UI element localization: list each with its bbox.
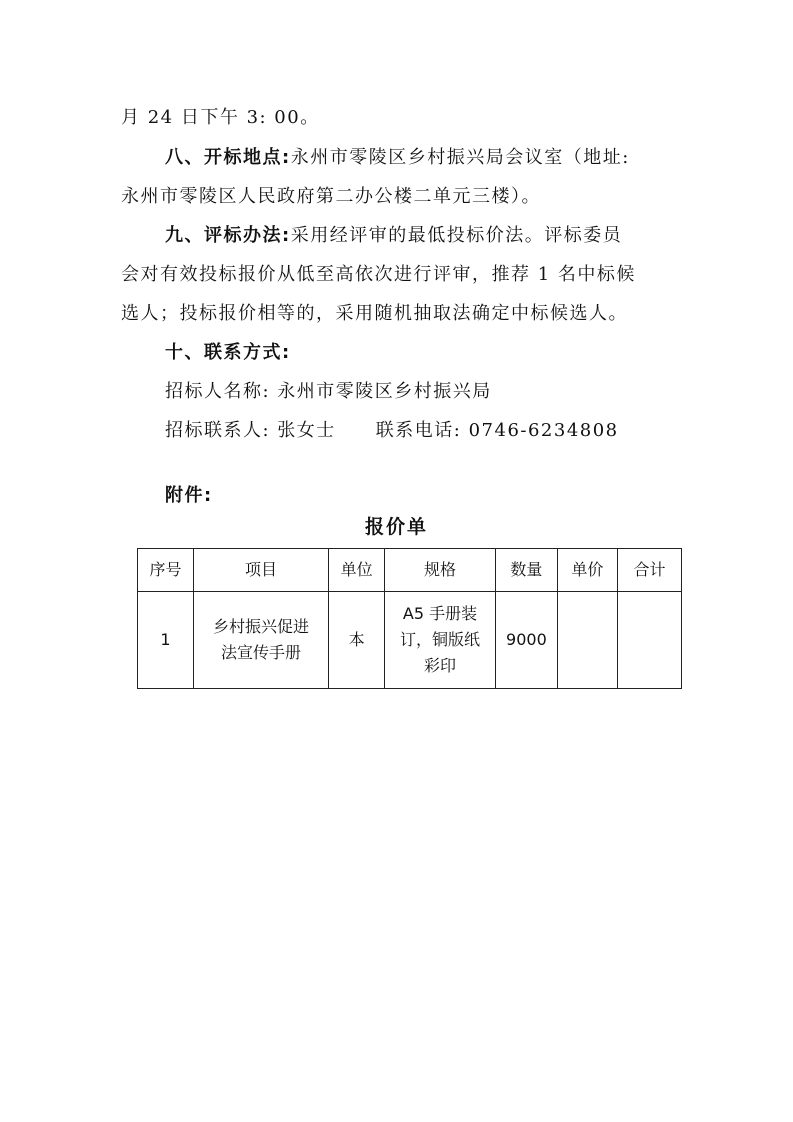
section-10-heading: 十、联系方式: [165, 342, 291, 363]
paragraph-line: 会对有效投标报价从低至高依次进行评审，推荐 1 名中标候 [121, 264, 636, 285]
spec-line: 订，铜版纸 [399, 630, 480, 649]
header-cell: 单位 [329, 549, 385, 592]
table-row [138, 592, 682, 689]
paragraph-line: 月 24 日下午 3: 00。 [121, 107, 320, 128]
section-9-text: 采用经评审的最低投标价法。评标委员 [290, 225, 623, 246]
header-cell: 单价 [557, 549, 617, 592]
unit-price-cell[interactable] [557, 592, 617, 689]
header-cell: 数量 [495, 549, 557, 592]
section-8-line [165, 146, 630, 170]
item-line: 法宣传手册 [221, 643, 302, 662]
item-cell [193, 592, 328, 689]
spec-line: A5 手册装 [402, 604, 478, 623]
contact-phone: 联系电话: 0746-6234808 [375, 420, 619, 441]
section-8-heading: 八、开标地点: [165, 147, 291, 168]
row-number-cell: 1 [138, 592, 194, 689]
paragraph-line: 选人；投标报价相等的，采用随机抽取法确定中标候选人。 [121, 303, 628, 324]
item-line: 乡村振兴促进 [213, 617, 310, 636]
unit-cell: 本 [329, 592, 385, 689]
total-cell[interactable] [617, 592, 681, 689]
quantity-cell: 9000 [495, 592, 557, 689]
header-cell: 规格 [385, 549, 496, 592]
quote-sheet-title: 报价单 [364, 516, 428, 538]
spec-line: 彩印 [423, 656, 456, 675]
header-cell: 项目 [193, 549, 328, 592]
header-cell: 合计 [617, 549, 681, 592]
paragraph-line: 永州市零陵区人民政府第二办公楼二单元三楼）。 [121, 186, 541, 207]
section-9-heading: 九、评标办法: [165, 225, 291, 246]
quote-sheet-table [137, 548, 682, 689]
contact-line [165, 419, 619, 443]
header-cell: 序号 [138, 549, 194, 592]
tenderer-name-line: 招标人名称: 永州市零陵区乡村振兴局 [165, 381, 492, 402]
section-8-text: 永州市零陵区乡村振兴局会议室（地址: [290, 147, 630, 168]
table-header-row [138, 549, 682, 592]
spec-cell [385, 592, 496, 689]
section-9-line [165, 224, 622, 248]
contact-person: 招标联系人: 张女士 [165, 420, 336, 441]
attachment-heading: 附件: [165, 485, 213, 506]
